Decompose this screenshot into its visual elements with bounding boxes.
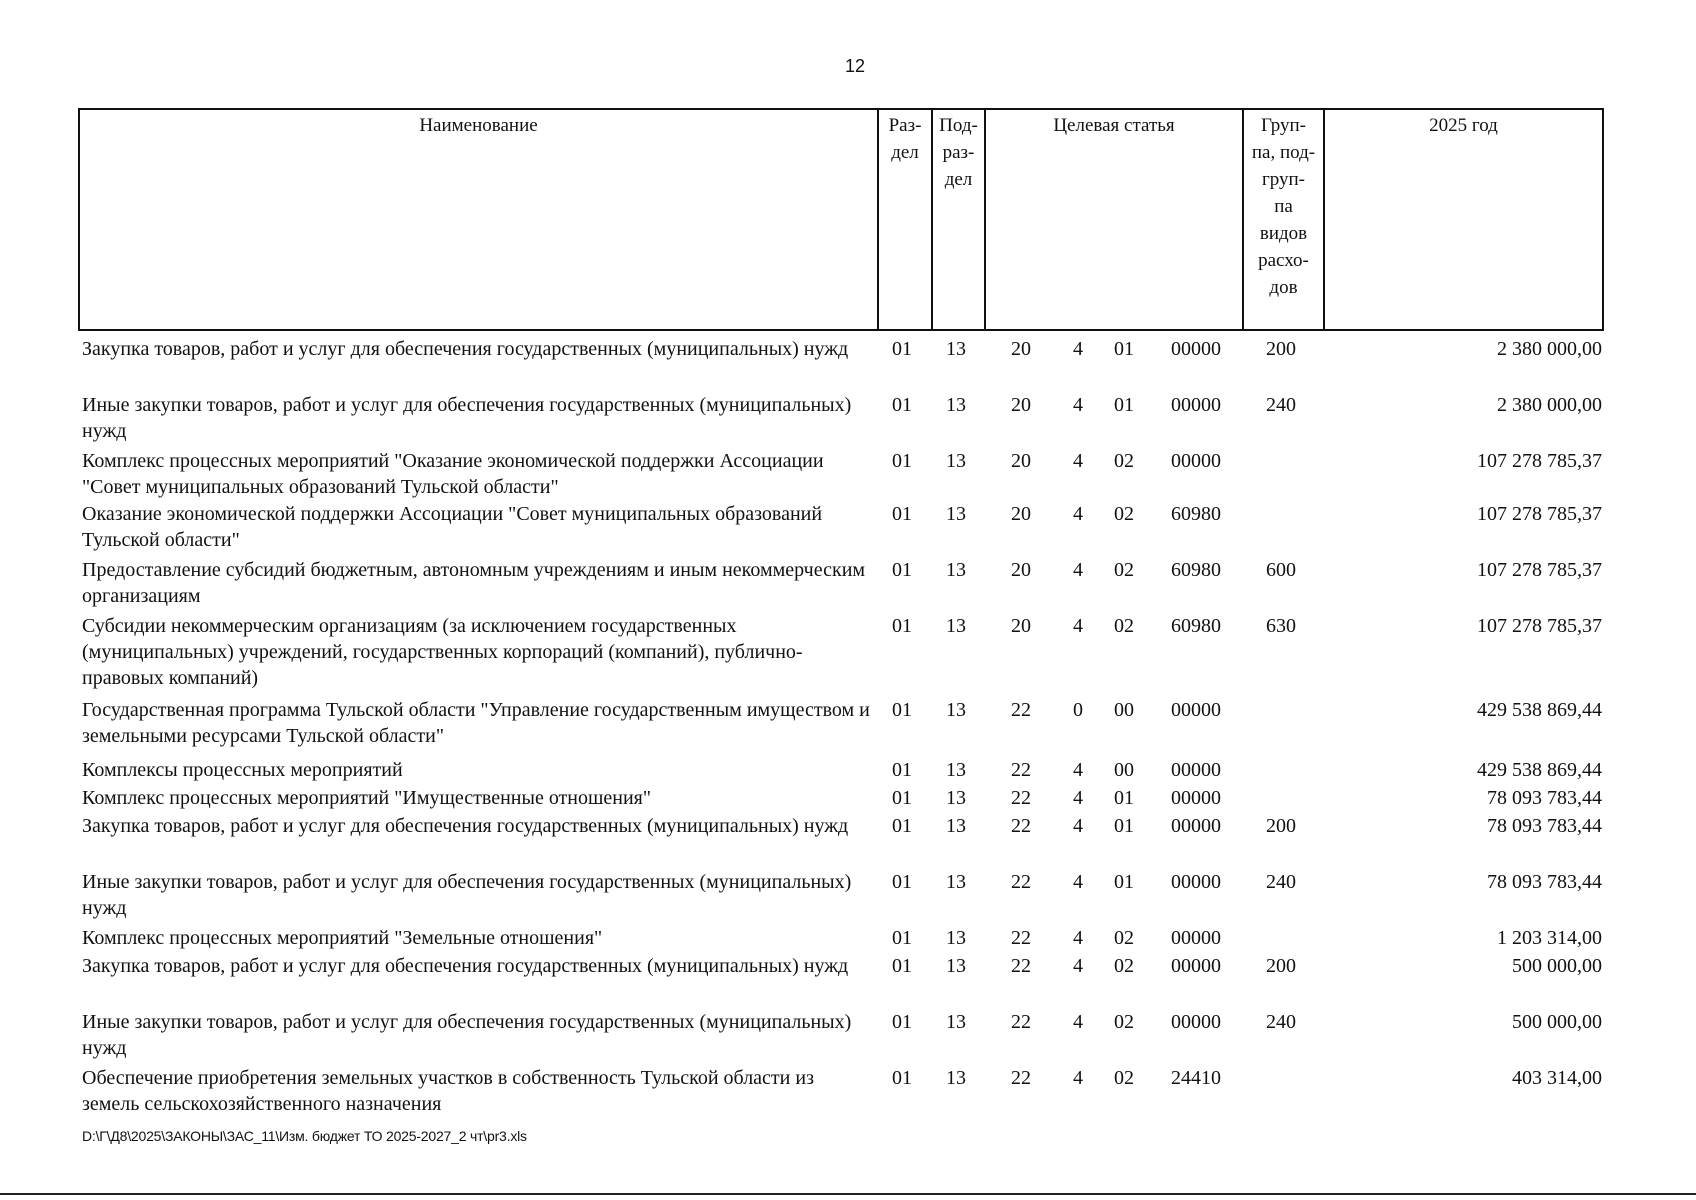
row-group: 200 <box>1266 955 1296 977</box>
row-podrazdel: 13 <box>946 1067 966 1089</box>
row-target-direction: 00000 <box>1171 450 1221 472</box>
row-target-direction: 00000 <box>1171 787 1221 809</box>
row-target-type: 4 <box>1073 927 1083 949</box>
row-podrazdel: 13 <box>946 503 966 525</box>
row-target-program: 22 <box>1011 699 1031 721</box>
header-razdel-line: Раз- <box>888 115 922 136</box>
row-razdel: 01 <box>892 927 912 949</box>
row-target-subprogram: 01 <box>1114 394 1134 416</box>
row-target-program: 20 <box>1011 503 1031 525</box>
row-razdel: 01 <box>892 955 912 977</box>
header-group-line: дов <box>1269 277 1298 298</box>
row-name: Иные закупки товаров, работ и услуг для обеспечения государственных (муниципальных) нужд <box>82 871 852 919</box>
row-group: 240 <box>1266 1011 1296 1033</box>
header-group-line: Груп- <box>1260 115 1307 136</box>
row-podrazdel: 13 <box>946 615 966 637</box>
row-target-program: 20 <box>1011 559 1031 581</box>
row-sum: 107 278 785,37 <box>1477 615 1602 637</box>
row-razdel: 01 <box>892 787 912 809</box>
row-group: 240 <box>1266 871 1296 893</box>
row-name: Иные закупки товаров, работ и услуг для обеспечения государственных (муниципальных) нужд <box>82 394 852 442</box>
row-name: Закупка товаров, работ и услуг для обеспечения государственных (муниципальных) нужд <box>82 338 849 360</box>
row-sum: 107 278 785,37 <box>1477 503 1602 525</box>
row-name: Закупка товаров, работ и услуг для обеспечения государственных (муниципальных) нужд <box>82 815 849 837</box>
row-target-direction: 00000 <box>1171 955 1221 977</box>
row-target-type: 4 <box>1073 615 1083 637</box>
row-target-program: 22 <box>1011 787 1031 809</box>
row-target-subprogram: 01 <box>1114 871 1134 893</box>
header-group-line: расхо- <box>1258 250 1309 271</box>
row-podrazdel: 13 <box>946 699 966 721</box>
row-name: Субсидии некоммерческим организациям (за исключением государственных (муниципальных) учреждений, государственных корпораций (компаний), публично-правовых компаний) <box>82 615 803 689</box>
bottom-border-line <box>0 1193 1696 1195</box>
row-sum: 403 314,00 <box>1512 1067 1602 1089</box>
row-razdel: 01 <box>892 815 912 837</box>
row-target-type: 4 <box>1073 815 1083 837</box>
row-group: 240 <box>1266 394 1296 416</box>
row-target-direction: 60980 <box>1171 503 1221 525</box>
row-name: Оказание экономической поддержки Ассоциации "Совет муниципальных образований Тульской области" <box>82 503 823 551</box>
row-target-program: 20 <box>1011 394 1031 416</box>
row-target-subprogram: 02 <box>1114 1067 1134 1089</box>
row-razdel: 01 <box>892 1011 912 1033</box>
row-target-direction: 24410 <box>1171 1067 1221 1089</box>
row-target-direction: 00000 <box>1171 699 1221 721</box>
row-name: Иные закупки товаров, работ и услуг для обеспечения государственных (муниципальных) нужд <box>82 1011 852 1059</box>
row-target-program: 20 <box>1011 450 1031 472</box>
row-razdel: 01 <box>892 699 912 721</box>
header-podrazdel-line: Под- <box>939 115 978 136</box>
row-target-program: 22 <box>1011 927 1031 949</box>
row-sum: 2 380 000,00 <box>1497 394 1602 416</box>
header-podrazdel <box>933 110 986 329</box>
row-razdel: 01 <box>892 871 912 893</box>
row-sum: 78 093 783,44 <box>1487 787 1602 809</box>
row-target-direction: 00000 <box>1171 1011 1221 1033</box>
row-target-type: 4 <box>1073 1067 1083 1089</box>
row-target-program: 20 <box>1011 338 1031 360</box>
row-name: Комплекс процессных мероприятий "Оказание экономической поддержки Ассоциации "Совет муниципальных образований Тульской области" <box>82 450 824 498</box>
row-podrazdel: 13 <box>946 338 966 360</box>
header-group-line: видов <box>1259 223 1308 244</box>
file-path-footer: D:\Г\Д8\2025\ЗАКОНЫ\ЗАС_11\Изм. бюджет ТО 2025-2027_2 чт\pr3.xls <box>82 1128 527 1144</box>
header-name <box>80 110 879 329</box>
row-name: Закупка товаров, работ и услуг для обеспечения государственных (муниципальных) нужд <box>82 955 849 977</box>
row-podrazdel: 13 <box>946 955 966 977</box>
row-target-subprogram: 02 <box>1114 503 1134 525</box>
row-name: Государственная программа Тульской области "Управление государственным имуществом и земельными ресурсами Тульской области" <box>82 699 870 747</box>
row-podrazdel: 13 <box>946 1011 966 1033</box>
row-sum: 1 203 314,00 <box>1497 927 1602 949</box>
row-sum: 2 380 000,00 <box>1497 338 1602 360</box>
header-razdel <box>879 110 933 329</box>
row-target-direction: 00000 <box>1171 759 1221 781</box>
row-target-subprogram: 02 <box>1114 615 1134 637</box>
row-sum: 500 000,00 <box>1512 1011 1602 1033</box>
row-target-subprogram: 02 <box>1114 955 1134 977</box>
header-group <box>1244 110 1325 329</box>
row-target-type: 4 <box>1073 450 1083 472</box>
row-target-direction: 00000 <box>1171 394 1221 416</box>
row-target-program: 22 <box>1011 955 1031 977</box>
row-target-type: 4 <box>1073 394 1083 416</box>
row-target-subprogram: 02 <box>1114 1011 1134 1033</box>
header-podrazdel-line: раз- <box>942 142 975 163</box>
header-podrazdel-line: дел <box>944 169 973 190</box>
header-target <box>986 110 1244 329</box>
row-target-type: 4 <box>1073 503 1083 525</box>
row-target-subprogram: 01 <box>1114 338 1134 360</box>
row-sum: 107 278 785,37 <box>1477 450 1602 472</box>
row-target-program: 22 <box>1011 759 1031 781</box>
row-podrazdel: 13 <box>946 871 966 893</box>
row-target-type: 4 <box>1073 1011 1083 1033</box>
header-group-line: па, под- <box>1251 142 1316 163</box>
table-header <box>78 108 1604 331</box>
header-target-label: Целевая статья <box>1053 115 1175 136</box>
row-target-type: 4 <box>1073 338 1083 360</box>
row-target-direction: 00000 <box>1171 871 1221 893</box>
row-target-direction: 60980 <box>1171 615 1221 637</box>
page-number: 12 <box>844 56 866 76</box>
row-target-direction: 00000 <box>1171 338 1221 360</box>
row-target-subprogram: 02 <box>1114 927 1134 949</box>
row-target-type: 4 <box>1073 787 1083 809</box>
row-target-direction: 00000 <box>1171 927 1221 949</box>
row-target-direction: 00000 <box>1171 815 1221 837</box>
row-target-subprogram: 00 <box>1114 699 1134 721</box>
row-name: Комплекс процессных мероприятий "Земельные отношения" <box>82 927 603 949</box>
row-razdel: 01 <box>892 394 912 416</box>
row-sum: 429 538 869,44 <box>1477 699 1602 721</box>
row-target-subprogram: 02 <box>1114 450 1134 472</box>
row-group: 630 <box>1266 615 1296 637</box>
row-sum: 78 093 783,44 <box>1487 871 1602 893</box>
row-target-program: 22 <box>1011 871 1031 893</box>
header-group-line: груп- <box>1261 169 1306 190</box>
row-razdel: 01 <box>892 615 912 637</box>
row-razdel: 01 <box>892 338 912 360</box>
row-podrazdel: 13 <box>946 787 966 809</box>
row-group: 200 <box>1266 815 1296 837</box>
row-name: Предоставление субсидий бюджетным, автономным учреждениям и иным некоммерческим организациям <box>82 559 866 607</box>
row-target-direction: 60980 <box>1171 559 1221 581</box>
row-target-program: 22 <box>1011 1011 1031 1033</box>
row-razdel: 01 <box>892 559 912 581</box>
row-target-subprogram: 00 <box>1114 759 1134 781</box>
row-podrazdel: 13 <box>946 815 966 837</box>
row-target-type: 0 <box>1073 699 1083 721</box>
row-sum: 107 278 785,37 <box>1477 559 1602 581</box>
row-target-subprogram: 01 <box>1114 815 1134 837</box>
row-target-type: 4 <box>1073 955 1083 977</box>
row-group: 200 <box>1266 338 1296 360</box>
header-year <box>1325 110 1602 329</box>
row-name: Обеспечение приобретения земельных участков в собственность Тульской области из земель сельскохозяйственного назначения <box>82 1067 814 1115</box>
row-sum: 78 093 783,44 <box>1487 815 1602 837</box>
row-podrazdel: 13 <box>946 759 966 781</box>
row-sum: 429 538 869,44 <box>1477 759 1602 781</box>
row-razdel: 01 <box>892 503 912 525</box>
row-podrazdel: 13 <box>946 559 966 581</box>
row-name: Комплекс процессных мероприятий "Имущественные отношения" <box>82 787 652 809</box>
row-podrazdel: 13 <box>946 450 966 472</box>
row-target-type: 4 <box>1073 759 1083 781</box>
header-razdel-line: дел <box>891 142 919 163</box>
row-razdel: 01 <box>892 759 912 781</box>
row-name: Комплексы процессных мероприятий <box>82 759 403 781</box>
row-target-program: 20 <box>1011 615 1031 637</box>
row-target-subprogram: 02 <box>1114 559 1134 581</box>
row-target-type: 4 <box>1073 559 1083 581</box>
row-target-program: 22 <box>1011 1067 1031 1089</box>
row-target-subprogram: 01 <box>1114 787 1134 809</box>
row-target-program: 22 <box>1011 815 1031 837</box>
row-podrazdel: 13 <box>946 927 966 949</box>
row-razdel: 01 <box>892 1067 912 1089</box>
row-razdel: 01 <box>892 450 912 472</box>
row-sum: 500 000,00 <box>1512 955 1602 977</box>
row-podrazdel: 13 <box>946 394 966 416</box>
header-year-label: 2025 год <box>1429 115 1498 136</box>
row-target-type: 4 <box>1073 871 1083 893</box>
header-group-line: па <box>1274 196 1293 217</box>
row-group: 600 <box>1266 559 1296 581</box>
header-name-label: Наименование <box>419 115 538 136</box>
